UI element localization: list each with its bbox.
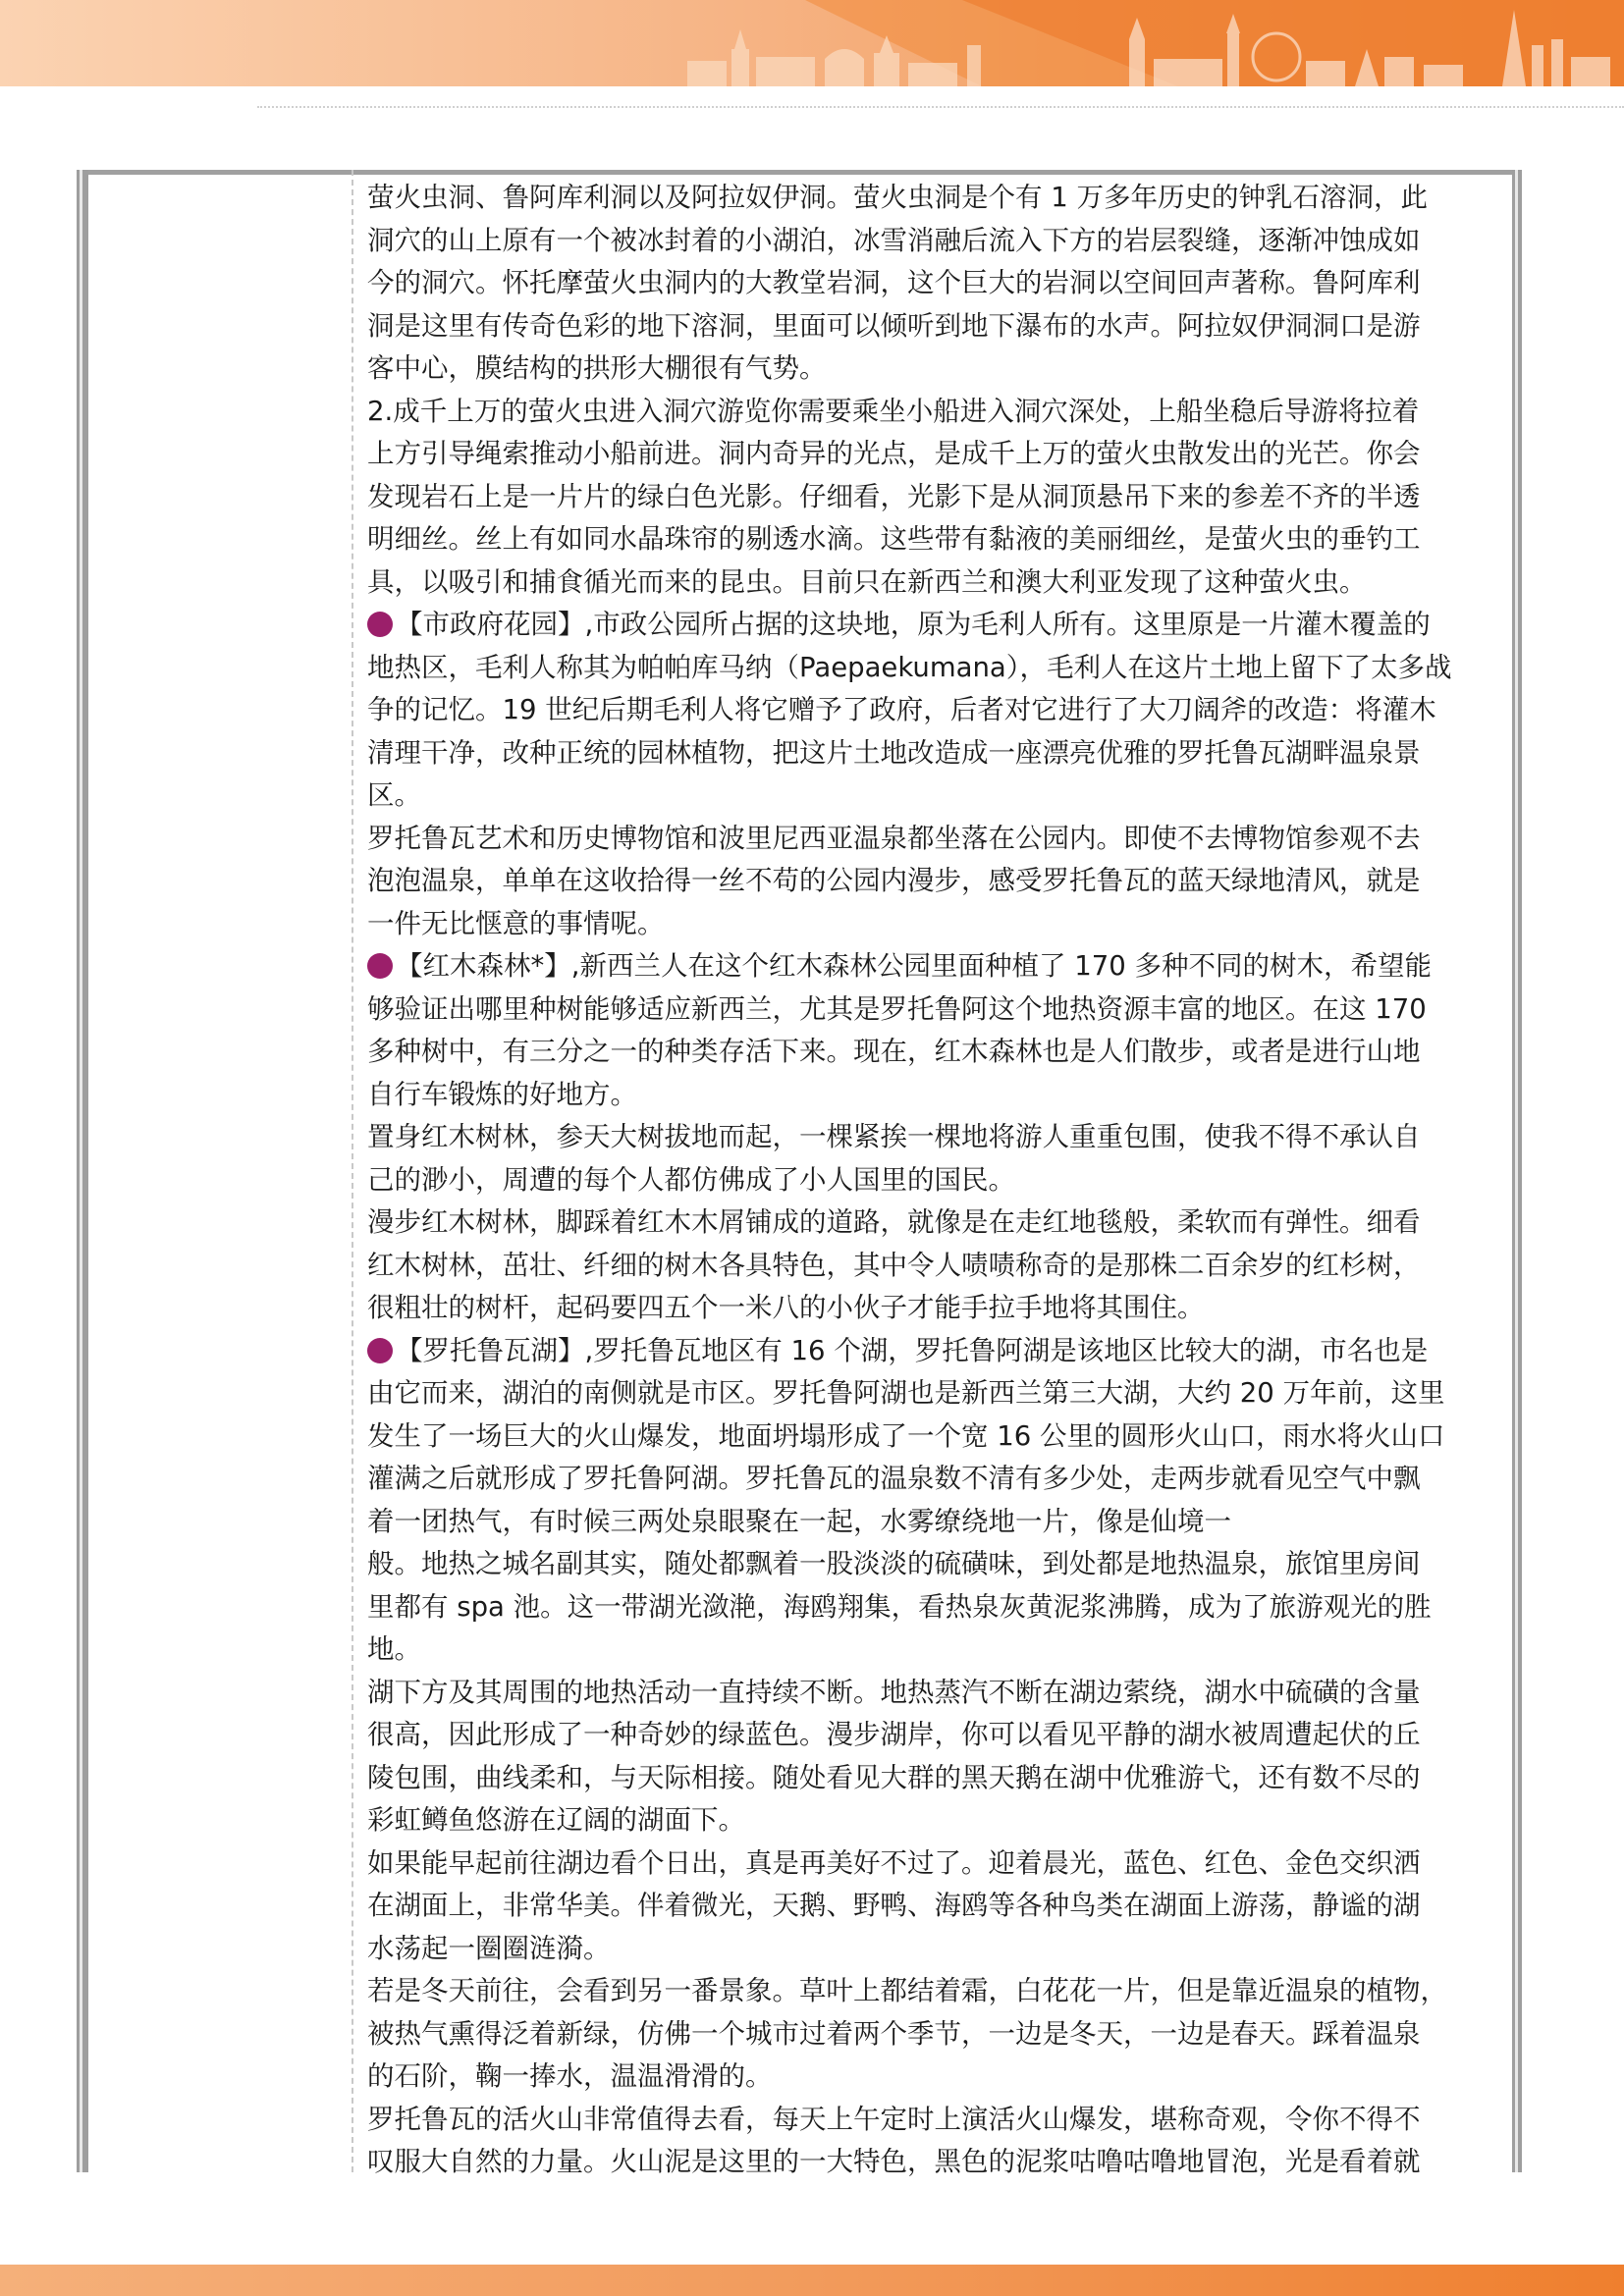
- text-line: [367, 1287, 1504, 1330]
- line-text: 置身红木树林，参天大树拔地而起，一棵紧挨一棵地将游人重重包围，使我不得不承认自: [367, 1121, 1421, 1152]
- line-text: 很高，因此形成了一种奇妙的绿蓝色。漫步湖岸，你可以看见平静的湖水被周遭起伏的丘: [367, 1719, 1421, 1750]
- text-line: [367, 561, 1504, 605]
- line-text: 地。: [367, 1633, 421, 1665]
- article-body: [367, 177, 1504, 2184]
- text-line: [367, 518, 1504, 561]
- line-text: 具，以吸引和捕食循光而来的昆虫。目前只在新西兰和澳大利亚发现了这种萤火虫。: [367, 565, 1367, 598]
- text-line: [367, 262, 1504, 305]
- line-text: 己的渺小，周遭的每个人都仿佛成了小人国里的国民。: [367, 1163, 1015, 1196]
- line-text: 若是冬天前往，会看到另一番景象。草叶上都结着霜，白花花一片，但是靠近温泉的植物，: [367, 1975, 1447, 2006]
- line-text: 泡泡温泉，单单在这收拾得一丝不苟的公园内漫步，感受罗托鲁瓦的蓝天绿地清风，就是: [367, 865, 1421, 896]
- line-text: 在湖面上，非常华美。伴着微光，天鹅、野鸭、海鸥等各种鸟类在湖面上游荡，静谧的湖: [367, 1890, 1421, 1921]
- line-text: 如果能早起前往湖边看个日出，真是再美好不过了。迎着晨光，蓝色、红色、金色交织洒: [367, 1846, 1421, 1879]
- line-text: 够验证出哪里种树能够适应新西兰，尤其是罗托鲁阿这个地热资源丰富的地区。在这 170: [367, 992, 1427, 1025]
- text-line: [367, 2013, 1504, 2056]
- text-line: [367, 1159, 1504, 1202]
- line-text: 湖下方及其周围的地热活动一直持续不断。地热蒸汽不断在湖边萦绕，湖水中硫磺的含量: [367, 1676, 1421, 1708]
- line-text: 着一团热气，有时候三两处泉眼聚在一起，水雾缭绕地一片，像是仙境一: [367, 1505, 1231, 1537]
- text-line: [367, 220, 1504, 263]
- line-text: 漫步红木树林，脚踩着红木木屑铺成的道路，就像是在走红地毯般，柔软而有弹性。细看: [367, 1206, 1421, 1238]
- text-line: [367, 1543, 1504, 1586]
- line-text: 清理干净，改种正统的园林植物，把这片土地改造成一座漂亮优雅的罗托鲁瓦湖畔温泉景: [367, 736, 1421, 769]
- text-line: [367, 1031, 1504, 1074]
- line-text: 客中心，膜结构的拱形大棚很有气势。: [367, 352, 827, 384]
- text-line: [367, 732, 1504, 775]
- section-heading-line: [367, 1330, 1504, 1373]
- text-line: [367, 1629, 1504, 1672]
- text-line: [367, 1116, 1504, 1159]
- text-line: [367, 1372, 1504, 1415]
- bullet-dot-icon: [367, 1338, 393, 1363]
- text-line: [367, 647, 1504, 690]
- line-text: 上方引导绳索推动小船前进。洞内奇异的光点，是成千上万的萤火虫散发出的光芒。你会: [367, 438, 1421, 469]
- line-text: 洞穴的山上原有一个被冰封着的小湖泊，冰雪消融后流入下方的岩层裂缝，逐渐冲蚀成如: [367, 224, 1421, 256]
- text-line: [367, 903, 1504, 946]
- text-line: [367, 1458, 1504, 1501]
- section-heading-line: [367, 945, 1504, 988]
- text-line: [367, 988, 1504, 1032]
- line-text: 里都有 spa 池。这一带湖光潋滟，海鸥翔集，看热泉灰黄泥浆沸腾，成为了旅游观光的胜: [367, 1590, 1432, 1623]
- text-line: [367, 1501, 1504, 1544]
- line-text: 2.成千上万的萤火虫进入洞穴游览你需要乘坐小船进入洞穴深处，上船坐稳后导游将拉着: [367, 395, 1420, 427]
- line-text: 叹服大自然的力量。火山泥是这里的一大特色，黑色的泥浆咕噜咕噜地冒泡，光是看着就: [367, 2146, 1421, 2177]
- header-rule: [257, 106, 1624, 108]
- line-text: 争的记忆。19 世纪后期毛利人将它赠予了政府，后者对它进行了大刀阔斧的改造：将灌木: [367, 694, 1436, 725]
- line-text: 区。: [367, 779, 421, 811]
- line-text: 陵包围，曲线柔和，与天际相接。随处看见大群的黑天鹅在湖中优雅游弋，还有数不尽的: [367, 1761, 1421, 1793]
- line-text: 的石阶，鞠一捧水，温温滑滑的。: [367, 2060, 773, 2092]
- text-line: [367, 1201, 1504, 1245]
- text-line: [367, 1799, 1504, 1842]
- text-line: [367, 2099, 1504, 2142]
- frame-top-border: [77, 170, 1522, 175]
- line-text: 很粗壮的树杆，起码要四五个一米八的小伙子才能手拉手地将其围住。: [367, 1292, 1205, 1323]
- text-line: [367, 476, 1504, 519]
- text-line: [367, 774, 1504, 818]
- text-line: [367, 347, 1504, 391]
- text-line: [367, 433, 1504, 476]
- text-line: [367, 1074, 1504, 1117]
- line-text: 明细丝。丝上有如同水晶珠帘的剔透水滴。这些带有黏液的美丽细丝，是萤火虫的垂钓工: [367, 523, 1421, 555]
- header-skyline-graphic: [0, 0, 1624, 86]
- line-text: 罗托鲁瓦艺术和历史博物馆和波里尼西亚温泉都坐落在公园内。即使不去博物馆参观不去: [367, 822, 1421, 854]
- text-line: [367, 177, 1504, 220]
- text-line: [367, 1672, 1504, 1715]
- line-text: 萤火虫洞、鲁阿库利洞以及阿拉奴伊洞。萤火虫洞是个有 1 万多年历史的钟乳石溶洞，此: [367, 182, 1428, 213]
- text-line: [367, 1842, 1504, 1886]
- section-heading-line: [367, 604, 1504, 647]
- text-line: [367, 860, 1504, 903]
- line-text: 今的洞穴。怀托摩萤火虫洞内的大教堂岩洞，这个巨大的岩洞以空间回声著称。鲁阿库利: [367, 267, 1421, 298]
- line-text: 由它而来，湖泊的南侧就是市区。罗托鲁阿湖也是新西兰第三大湖，大约 20 万年前，这里: [367, 1377, 1445, 1409]
- text-line: [367, 2141, 1504, 2184]
- column-divider: [352, 170, 353, 2172]
- line-text: 一件无比惬意的事情呢。: [367, 907, 665, 939]
- line-text: 【市政府花园】,市政公园所占据的这块地，原为毛利人所有。这里原是一片灌木覆盖的: [396, 609, 1431, 640]
- text-line: [367, 1245, 1504, 1288]
- text-line: [367, 818, 1504, 861]
- text-line: [367, 1970, 1504, 2013]
- frame-right-border: [1512, 170, 1522, 2172]
- text-line: [367, 2056, 1504, 2099]
- line-text: 般。地热之城名副其实，随处都飘着一股淡淡的硫磺味，到处都是地热温泉，旅馆里房间: [367, 1548, 1421, 1579]
- line-text: 自行车锻炼的好地方。: [367, 1078, 637, 1110]
- text-line: [367, 305, 1504, 348]
- line-text: 【红木森林*】,新西兰人在这个红木森林公园里面种植了 170 多种不同的树木，希望能: [396, 950, 1432, 982]
- text-line: [367, 1928, 1504, 1971]
- text-line: [367, 391, 1504, 434]
- line-text: 多种树中，有三分之一的种类存活下来。现在，红木森林也是人们散步，或者是进行山地: [367, 1036, 1421, 1067]
- line-text: 发现岩石上是一片片的绿白色光影。仔细看，光影下是从洞顶悬吊下来的参差不齐的半透: [367, 480, 1421, 512]
- text-line: [367, 1757, 1504, 1800]
- bullet-dot-icon: [367, 612, 393, 637]
- line-text: 被热气熏得泛着新绿，仿佛一个城市过着两个季节，一边是冬天，一边是春天。踩着温泉: [367, 2017, 1421, 2050]
- line-text: 【罗托鲁瓦湖】,罗托鲁瓦地区有 16 个湖，罗托鲁阿湖是该地区比较大的湖，市名也是: [396, 1334, 1429, 1366]
- text-line: [367, 1415, 1504, 1459]
- line-text: 灌满之后就形成了罗托鲁阿湖。罗托鲁瓦的温泉数不清有多少处，走两步就看见空气中飘: [367, 1463, 1421, 1494]
- footer-band: [0, 2265, 1624, 2296]
- text-line: [367, 1586, 1504, 1629]
- text-line: [367, 1885, 1504, 1928]
- line-text: 罗托鲁瓦的活火山非常值得去看，每天上午定时上演活火山爆发，堪称奇观，令你不得不: [367, 2103, 1421, 2135]
- line-text: 水荡起一圈圈涟漪。: [367, 1932, 611, 1964]
- header-banner: [0, 0, 1624, 86]
- line-text: 红木树林，茁壮、纤细的树木各具特色，其中令人啧啧称奇的是那株二百余岁的红杉树，: [367, 1249, 1421, 1281]
- bullet-dot-icon: [367, 953, 393, 979]
- line-text: 洞是这里有传奇色彩的地下溶洞，里面可以倾听到地下瀑布的水声。阿拉奴伊洞洞口是游: [367, 309, 1421, 342]
- text-line: [367, 1714, 1504, 1757]
- line-text: 发生了一场巨大的火山爆发，地面坍塌形成了一个宽 16 公里的圆形火山口，雨水将火山口: [367, 1419, 1445, 1452]
- text-line: [367, 689, 1504, 732]
- line-text: 地热区，毛利人称其为帕帕库马纳（Paepaekumana），毛利人在这片土地上留下了太多战: [367, 651, 1452, 683]
- frame-left-border: [77, 170, 88, 2172]
- line-text: 彩虹鳟鱼悠游在辽阔的湖面下。: [367, 1804, 745, 1836]
